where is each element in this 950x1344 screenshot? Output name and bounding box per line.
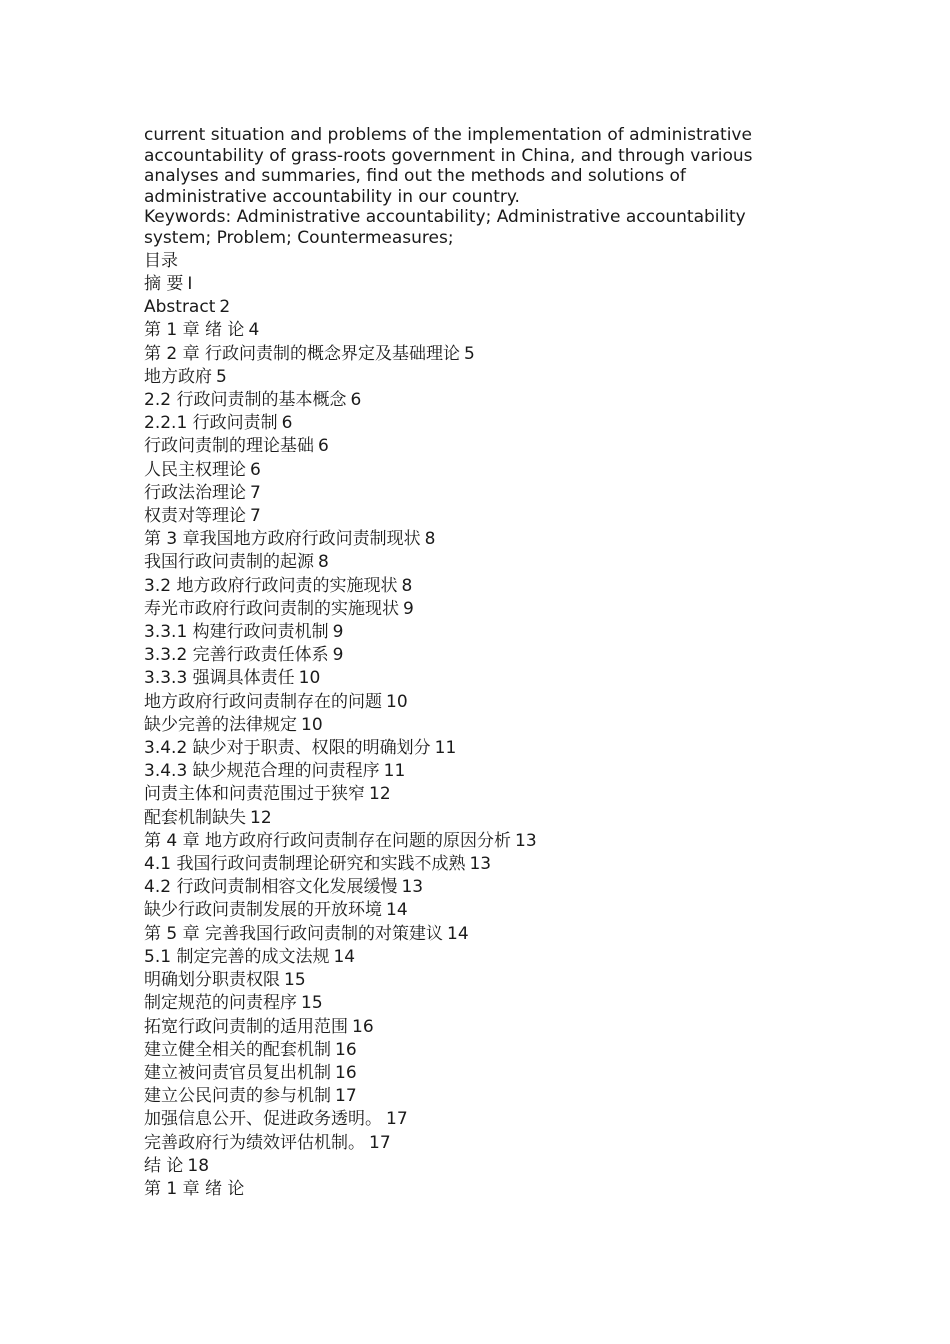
toc-entry	[144, 621, 794, 644]
toc-entry-page: 14	[386, 900, 408, 921]
toc-entry-label: 制定规范的问责程序	[144, 993, 297, 1014]
toc-entry	[144, 899, 794, 922]
toc-entry-page: 5	[464, 343, 475, 364]
toc-entry-page: 9	[403, 598, 414, 619]
toc-entry-label: 2.2 行政问责制的基本概念	[144, 390, 347, 411]
toc-entry	[144, 667, 794, 690]
toc-entry-label: 第 1 章 绪 论	[144, 320, 245, 341]
toc-entry	[144, 969, 794, 992]
toc-entry-page: 15	[301, 993, 323, 1014]
toc-entry-page: 13	[469, 854, 492, 875]
toc-entry-page: 10	[298, 668, 321, 689]
toc-entry	[144, 528, 794, 551]
toc-entry-page: 12	[250, 807, 272, 828]
toc-entry	[144, 946, 794, 969]
toc-entry-label: 加强信息公开、促进政务透明。	[144, 1109, 382, 1130]
toc-entry	[144, 366, 794, 389]
toc-entry-label: 拓宽行政问责制的适用范围	[144, 1016, 348, 1037]
toc-entry	[144, 389, 794, 412]
toc-entry-page: 9	[332, 622, 344, 643]
toc-entry-label: 人民主权理论	[144, 459, 246, 480]
toc-entry-label: 缺少行政问责制发展的开放环境	[144, 900, 382, 921]
toc-entry	[144, 1108, 794, 1131]
toc-entry-label: 第 2 章 行政问责制的概念界定及基础理论	[144, 343, 461, 364]
toc-entry-page: 4	[248, 320, 260, 341]
toc-entry-label: 建立被问责官员复出机制	[144, 1062, 331, 1083]
toc-entry-page: 10	[386, 691, 408, 712]
toc-entry-page: I	[187, 274, 193, 294]
toc-entry	[144, 807, 794, 830]
toc-entry	[144, 505, 794, 528]
toc-entry-page: 13	[515, 830, 537, 851]
toc-entry	[144, 575, 794, 598]
toc-entry-page: 8	[424, 529, 436, 550]
toc-entry-label: 3.2 地方政府行政问责的实施现状	[144, 575, 398, 596]
toc-entry	[144, 1039, 794, 1062]
toc-entry-page: 7	[250, 482, 261, 503]
toc-entry-label: 问责主体和问责范围过于狭窄	[144, 784, 365, 805]
toc-entry-page: 14	[333, 946, 356, 967]
toc-entry-label: 4.2 行政问责制相容文化发展缓慢	[144, 877, 398, 898]
table-of-contents	[144, 273, 794, 1178]
toc-entry	[144, 343, 794, 366]
toc-entry-page: 6	[350, 390, 362, 411]
toc-entry-label: 3.4.2 缺少对于职责、权限的明确划分	[144, 738, 431, 759]
toc-entry	[144, 644, 794, 667]
toc-entry	[144, 435, 794, 458]
toc-entry-page: 11	[434, 738, 457, 759]
toc-entry	[144, 737, 794, 760]
toc-entry	[144, 992, 794, 1015]
toc-entry-page: 10	[301, 714, 323, 735]
toc-entry	[144, 459, 794, 482]
toc-entry	[144, 1062, 794, 1085]
toc-entry	[144, 830, 794, 853]
toc-entry-label: 寿光市政府行政问责制的实施现状	[144, 598, 399, 619]
toc-entry-page: 17	[386, 1109, 408, 1130]
toc-entry-label: 缺少完善的法律规定	[144, 714, 297, 735]
toc-entry	[144, 1132, 794, 1155]
toc-entry	[144, 714, 794, 737]
toc-entry-page: 15	[284, 970, 306, 991]
toc-entry-label: 行政法治理论	[144, 482, 246, 503]
toc-entry	[144, 412, 794, 435]
toc-entry	[144, 273, 794, 296]
toc-entry-label: 我国行政问责制的起源	[144, 552, 314, 573]
toc-entry-page: 18	[187, 1155, 210, 1176]
toc-entry	[144, 319, 794, 342]
toc-entry	[144, 691, 794, 714]
toc-entry	[144, 1155, 794, 1178]
toc-entry	[144, 923, 794, 946]
toc-entry-page: 14	[447, 923, 469, 944]
toc-entry-label: 摘 要	[144, 274, 184, 294]
toc-entry-label: 结 论	[144, 1155, 184, 1176]
document-page	[144, 125, 794, 1201]
toc-entry	[144, 1085, 794, 1108]
toc-entry-label: 建立公民问责的参与机制	[144, 1086, 331, 1107]
toc-entry-page: 13	[401, 877, 424, 898]
toc-entry	[144, 853, 794, 876]
toc-entry-page: 8	[401, 575, 413, 596]
toc-entry-page: 6	[250, 459, 261, 480]
toc-entry-label: 地方政府	[144, 366, 212, 387]
toc-entry	[144, 876, 794, 899]
toc-entry	[144, 1016, 794, 1039]
toc-entry-label: 行政问责制的理论基础	[144, 436, 314, 457]
toc-entry-page: 7	[250, 506, 261, 527]
toc-entry-page: 6	[318, 436, 329, 457]
toc-entry-label: 第 3 章我国地方政府行政问责制现状	[144, 529, 421, 550]
toc-entry-label: Abstract	[144, 297, 216, 318]
toc-entry-label: 第 5 章 完善我国行政问责制的对策建议	[144, 923, 444, 944]
toc-entry-label: 2.2.1 行政问责制	[144, 413, 278, 434]
toc-entry	[144, 760, 794, 783]
chapter-heading: 第 1 章 绪 论	[144, 1178, 245, 1199]
toc-entry-label: 配套机制缺失	[144, 807, 246, 828]
toc-entry	[144, 551, 794, 574]
toc-entry-page: 12	[369, 784, 391, 805]
toc-entry-page: 8	[318, 552, 329, 573]
toc-entry-label: 第 4 章 地方政府行政问责制存在问题的原因分析	[144, 830, 512, 851]
toc-entry-page: 11	[383, 761, 406, 782]
toc-entry-label: 4.1 我国行政问责制理论研究和实践不成熟	[144, 854, 466, 875]
toc-entry-page: 17	[335, 1086, 357, 1107]
toc-title: 目录	[144, 251, 178, 271]
toc-entry	[144, 296, 794, 319]
toc-entry-page: 17	[369, 1132, 391, 1153]
toc-entry-label: 权责对等理论	[144, 506, 246, 527]
toc-entry	[144, 783, 794, 806]
toc-entry-label: 明确划分职责权限	[144, 970, 280, 991]
toc-entry-label: 地方政府行政问责制存在的问题	[144, 691, 382, 712]
toc-entry-page: 16	[352, 1016, 374, 1037]
toc-entry-page: 5	[216, 366, 227, 387]
toc-entry-label: 3.3.2 完善行政责任体系	[144, 645, 329, 666]
toc-entry-label: 完善政府行为绩效评估机制。	[144, 1132, 365, 1153]
toc-entry-page: 6	[281, 413, 293, 434]
toc-entry-label: 3.3.3 强调具体责任	[144, 668, 295, 689]
toc-entry-label: 3.4.3 缺少规范合理的问责程序	[144, 761, 380, 782]
toc-entry-page: 9	[332, 645, 344, 666]
abstract-paragraph: current situation and problems of the implementation of administrative accountability of grass-roots government in China, and through various analyses and summaries, find out the methods and solutions of administrative accountability in our country.	[144, 125, 753, 207]
toc-entry-page: 16	[335, 1039, 357, 1060]
toc-entry-page: 2	[219, 297, 231, 318]
toc-entry	[144, 482, 794, 505]
toc-entry-label: 建立健全相关的配套机制	[144, 1039, 331, 1060]
keywords-line: Keywords: Administrative accountability; Administrative accountability system; Problem; Countermeasures;	[144, 207, 746, 248]
toc-entry-label: 3.3.1 构建行政问责机制	[144, 622, 329, 643]
toc-entry-label: 5.1 制定完善的成文法规	[144, 946, 330, 967]
toc-entry	[144, 598, 794, 621]
toc-entry-page: 16	[335, 1062, 357, 1083]
